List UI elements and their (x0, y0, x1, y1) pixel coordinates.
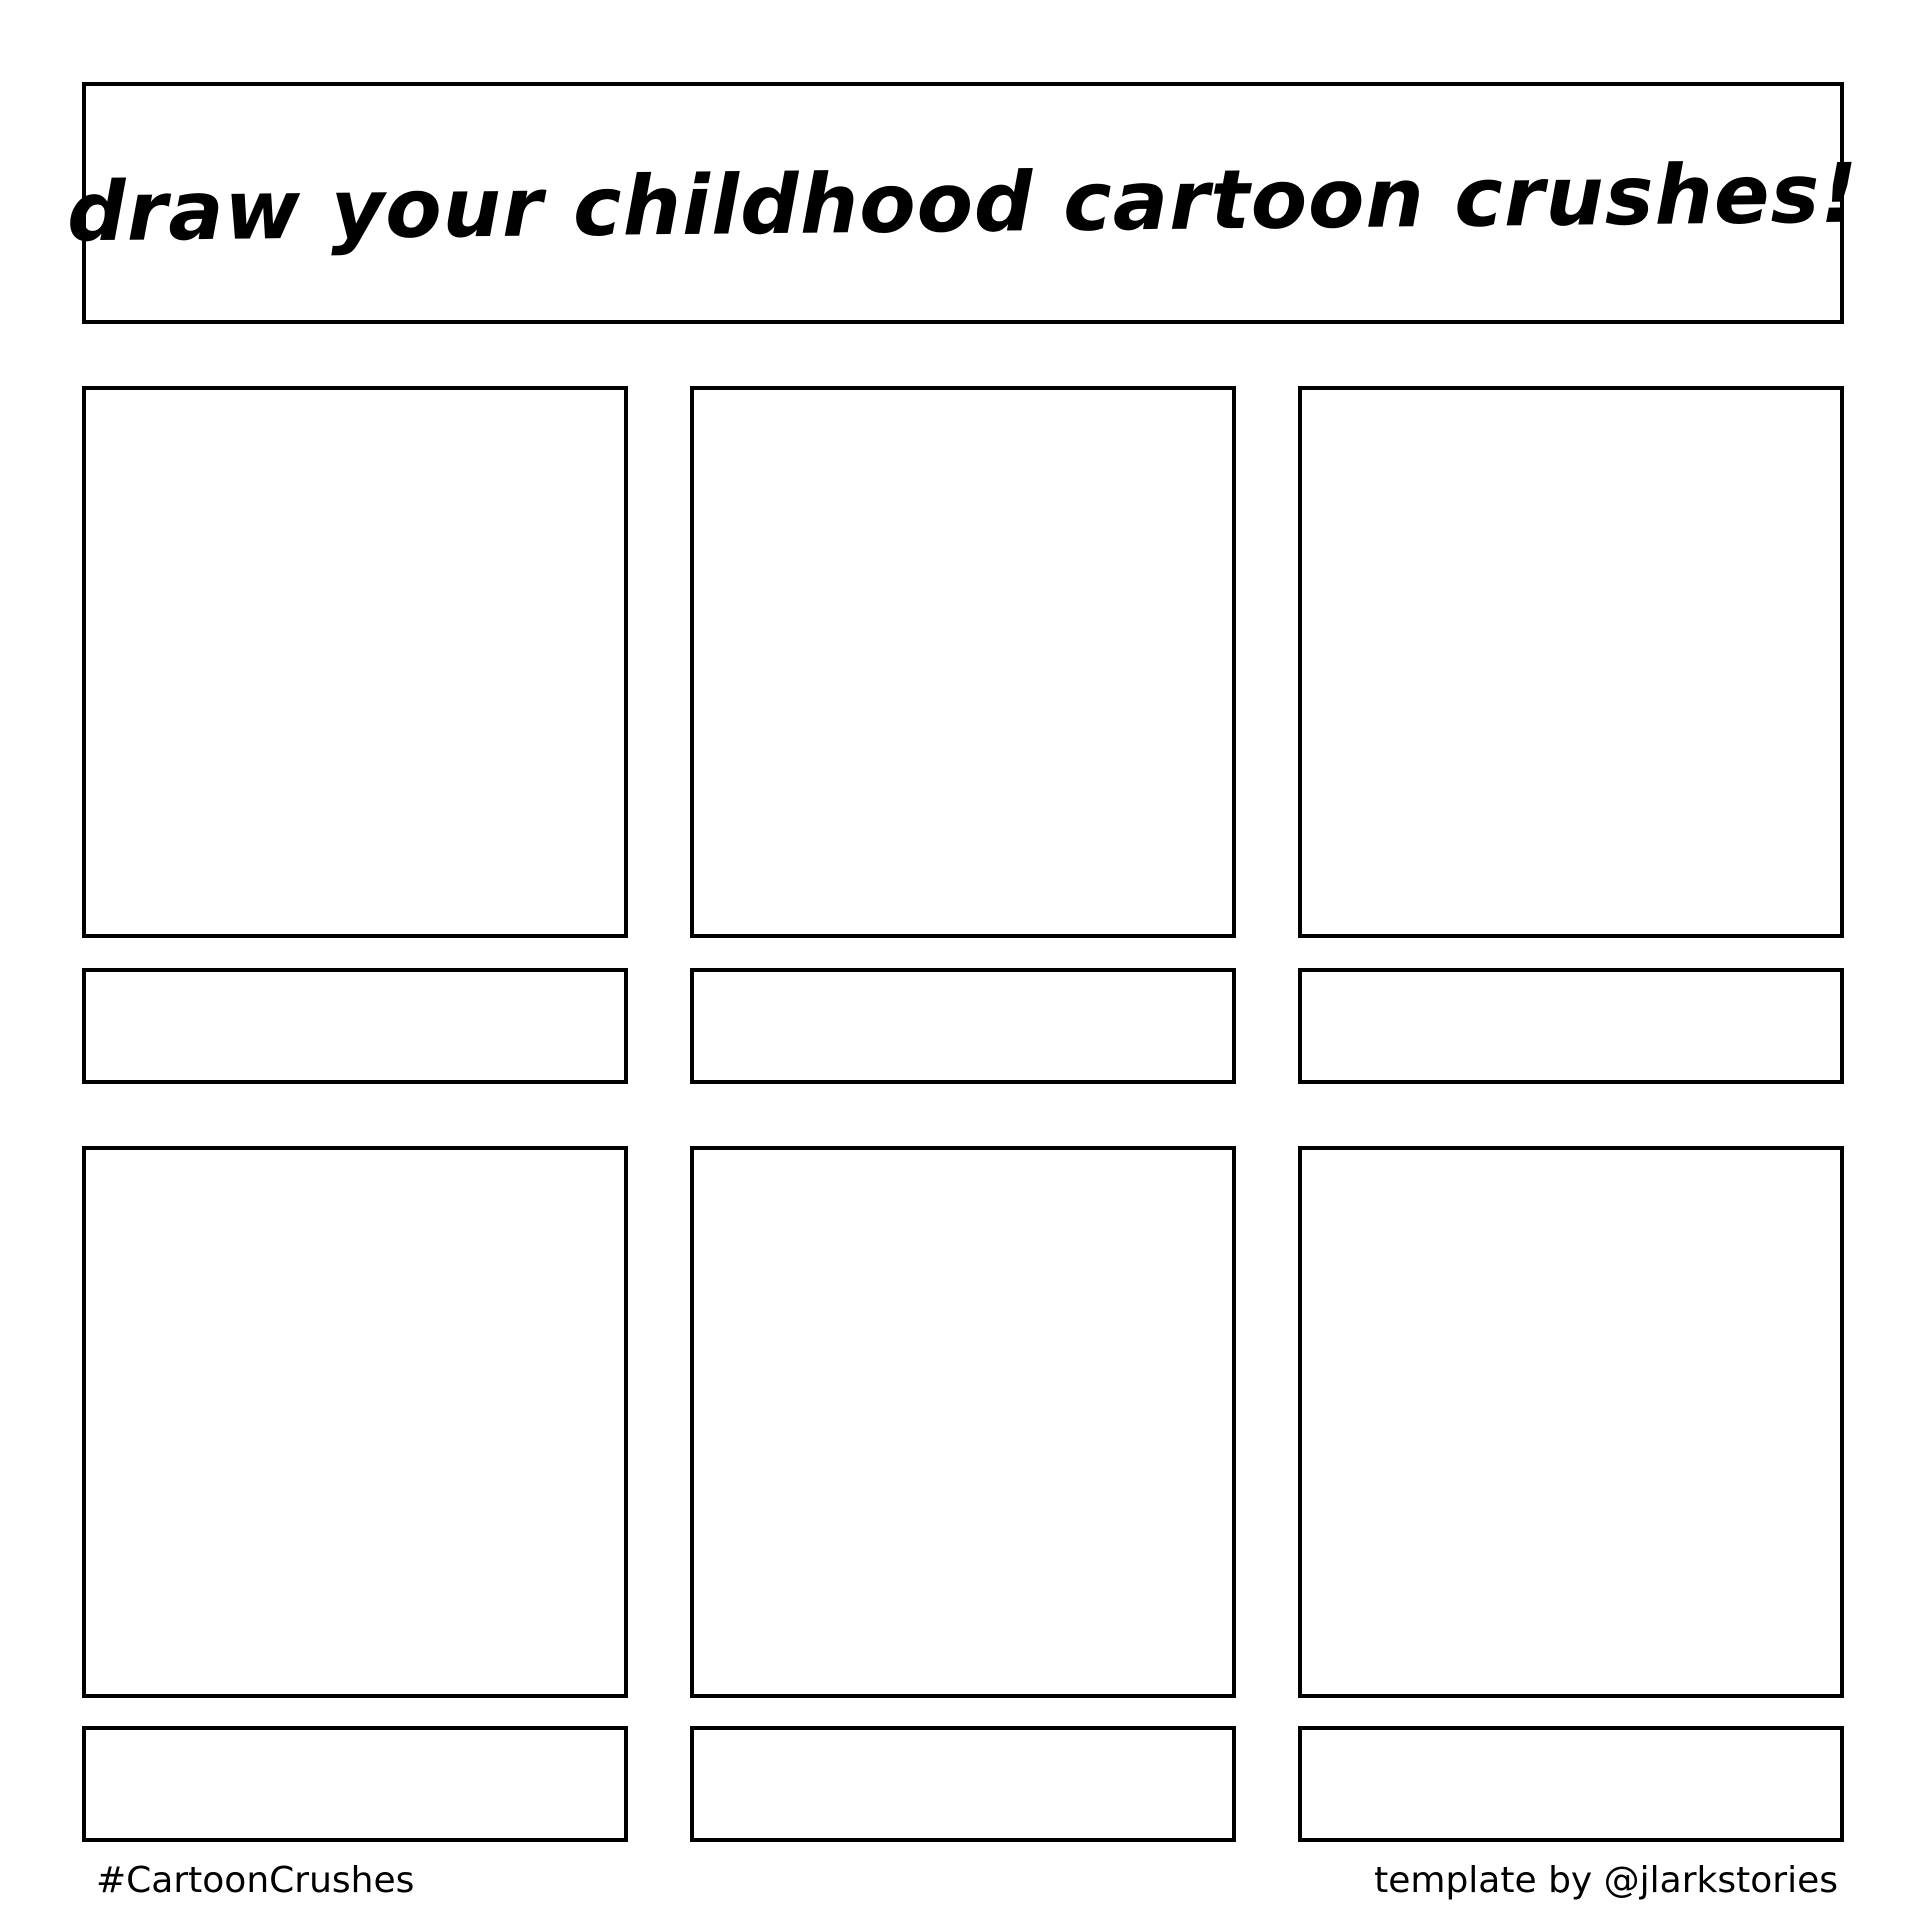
title-banner (66, 82, 1860, 324)
drawing-panel-2[interactable] (690, 386, 1236, 938)
caption-box-5[interactable] (690, 1726, 1236, 1842)
page-title: draw your childhood cartoon crushes! (66, 146, 1860, 260)
hashtag-label: #CartoonCrushes (96, 1860, 415, 1901)
drawing-panel-5[interactable] (690, 1146, 1236, 1698)
template-credit: template by @jlarkstories (1374, 1860, 1838, 1901)
caption-box-2[interactable] (690, 968, 1236, 1084)
drawing-panel-1[interactable] (82, 386, 628, 938)
drawing-panel-4[interactable] (82, 1146, 628, 1698)
drawing-panel-6[interactable] (1298, 1146, 1844, 1698)
caption-box-1[interactable] (82, 968, 628, 1084)
drawing-panel-3[interactable] (1298, 386, 1844, 938)
caption-box-4[interactable] (82, 1726, 628, 1842)
caption-box-6[interactable] (1298, 1726, 1844, 1842)
caption-box-3[interactable] (1298, 968, 1844, 1084)
